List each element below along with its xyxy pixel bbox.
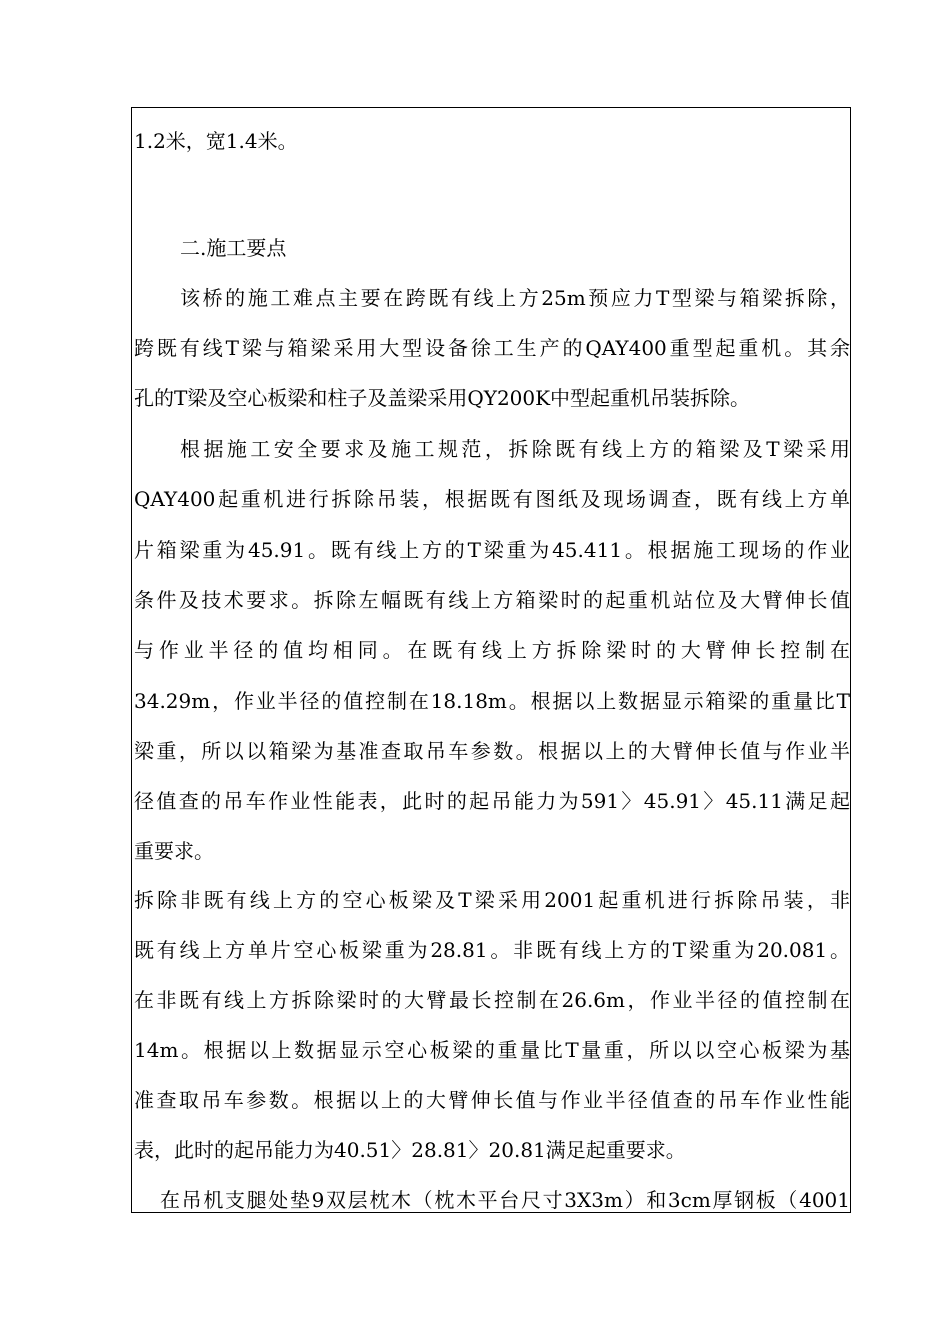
text-line: 1.2米，宽1.4米。 [134, 129, 298, 153]
text-line: 重要求。 [134, 839, 214, 863]
text-line: 34.29m，作业半径的值控制在18.18m。根据以上数据显示箱梁的重量比T [134, 689, 850, 713]
text-line: 表，此时的起吊能力为40.51〉28.81〉20.81满足起重要求。 [134, 1138, 686, 1162]
section-heading: 二.施工要点 [180, 236, 287, 260]
text-line: 与作业半径的值均相同。在既有线上方拆除梁时的大臂伸长控制在 [134, 638, 850, 662]
text-line: 条件及技术要求。拆除左幅既有线上方箱梁时的起重机站位及大臂伸长值 [134, 588, 850, 612]
text-line: 径值查的吊车作业性能表，此时的起吊能力为591〉45.91〉45.11满足起 [134, 789, 850, 813]
text-line: 跨既有线T梁与箱梁采用大型设备徐工生产的QAY400重型起重机。其余 [134, 336, 850, 360]
text-line: 根据施工安全要求及施工规范，拆除既有线上方的箱梁及T梁采用 [180, 437, 850, 461]
text-line: 梁重，所以以箱梁为基准查取吊车参数。根据以上的大臂伸长值与作业半 [134, 739, 850, 763]
text-line: 在吊机支腿处垫9双层枕木（枕木平台尺寸3X3m）和3cm厚钢板（4001 [160, 1188, 850, 1212]
text-line: 在非既有线上方拆除梁时的大臂最长控制在26.6m，作业半径的值控制在 [134, 988, 850, 1012]
text-line: 该桥的施工难点主要在跨既有线上方25m预应力T型梁与箱梁拆除， [180, 286, 850, 310]
text-line: 14m。根据以上数据显示空心板梁的重量比T量重，所以以空心板梁为基 [134, 1038, 850, 1062]
text-line: 孔的T梁及空心板梁和柱子及盖梁采用QY200K中型起重机吊装拆除。 [134, 386, 751, 410]
page-frame [131, 107, 851, 1213]
text-line: 拆除非既有线上方的空心板梁及T梁采用2001起重机进行拆除吊装，非 [134, 888, 850, 912]
text-line: 准查取吊车参数。根据以上的大臂伸长值与作业半径值查的吊车作业性能 [134, 1088, 850, 1112]
text-line: 片箱梁重为45.91。既有线上方的T梁重为45.411。根据施工现场的作业 [134, 538, 850, 562]
text-line: 既有线上方单片空心板梁重为28.81。非既有线上方的T梁重为20.081。 [134, 938, 850, 962]
text-line: QAY400起重机进行拆除吊装，根据既有图纸及现场调查，既有线上方单 [134, 487, 850, 511]
